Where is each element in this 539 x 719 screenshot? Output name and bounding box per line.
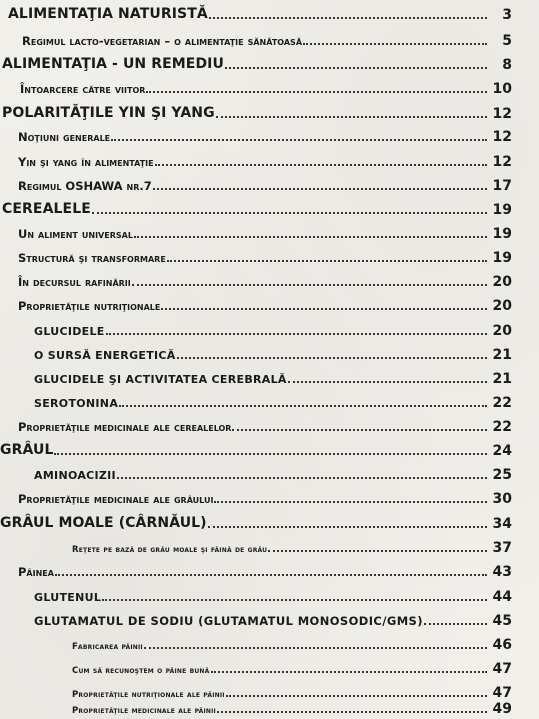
dot-leader: [111, 135, 487, 141]
toc-entry-page-number: 24: [492, 443, 512, 459]
toc-entry-title: CEREALELE: [2, 201, 91, 217]
toc-entry-page-number: 19: [492, 250, 512, 266]
toc-entry-page-number: 20: [492, 323, 512, 339]
toc-entry-title: Pâinea: [18, 564, 54, 579]
toc-entry[interactable]: [18, 294, 512, 314]
dot-leader: [119, 401, 487, 407]
toc-entry[interactable]: [0, 512, 512, 532]
toc-entry-title: GLUTAMATUL DE SODIU (GLUTAMATUL MONOSODIC/GMS): [34, 613, 423, 628]
dot-leader: [211, 667, 488, 673]
toc-entry-page-number: 8: [502, 57, 512, 73]
toc-entry-title: GRÂUL: [0, 442, 54, 458]
dot-leader: [146, 87, 487, 93]
toc-entry-page-number: 3: [502, 7, 512, 23]
toc-entry-page-number: 12: [492, 154, 512, 170]
toc-entry-title: GLUCIDELE: [34, 325, 105, 338]
toc-entry[interactable]: [20, 77, 512, 97]
toc-entry-title: Proprietăţile nutriţionale ale pâinii: [72, 689, 225, 700]
toc-entry-page-number: 47: [492, 661, 512, 677]
toc-entry[interactable]: [34, 319, 512, 339]
toc-entry-page-number: 19: [492, 226, 512, 242]
toc-entry-page-number: 19: [492, 202, 512, 218]
toc-entry-page-number: 34: [492, 516, 512, 532]
toc-entry[interactable]: [34, 609, 512, 629]
dot-leader: [132, 280, 487, 286]
toc-entry-title: Proprietăţile medicinale ale cerealelor: [18, 419, 232, 434]
toc-entry[interactable]: [18, 222, 512, 242]
dot-leader: [177, 353, 487, 359]
toc-entry-page-number: 30: [492, 491, 512, 507]
toc-entry-title: AMINOACIZII: [34, 469, 116, 482]
toc-entry-title: Întoarcere către viitor: [20, 81, 146, 96]
toc-entry-title: Proprietăţile nutriţionale: [18, 298, 161, 313]
toc-entry-page-number: 22: [492, 419, 512, 435]
toc-entry-page-number: 47: [492, 685, 512, 701]
toc-entry-title: GRÂUL MOALE (CÂRNĂUL): [0, 515, 207, 531]
toc-entry-page-number: 12: [492, 129, 512, 145]
toc-entry-title: Structură şi transformare: [18, 250, 166, 265]
dot-leader: [209, 13, 487, 19]
dot-leader: [303, 39, 487, 45]
toc-entry-title: Proprietăţile medicinale ale grâului: [18, 491, 214, 506]
toc-entry[interactable]: [18, 125, 512, 145]
toc-entry-title: Yin şi yang în alimentaţie: [18, 154, 154, 169]
dot-leader: [167, 256, 487, 262]
toc-entry[interactable]: [34, 391, 512, 411]
toc-entry-title: Fabricarea pâinii: [72, 641, 143, 652]
toc-entry-page-number: 46: [492, 637, 512, 653]
toc-entry-title: Cum să recunoştem o pâine bună: [72, 665, 210, 676]
toc-entry-title: Regimul OSHAWA nr.7: [18, 178, 152, 193]
toc-entry[interactable]: [18, 560, 512, 580]
toc-entry-title: Reţete pe bază de grâu moale şi făină de grâu: [72, 544, 268, 555]
dot-leader: [268, 546, 487, 552]
dot-leader: [232, 425, 487, 431]
toc-entry[interactable]: [72, 657, 512, 677]
toc-entry[interactable]: [18, 270, 512, 290]
toc-entry-title: SEROTONINA: [34, 397, 119, 410]
toc-entry[interactable]: [18, 415, 512, 435]
dot-leader: [134, 232, 487, 238]
toc-entry-page-number: 21: [492, 371, 512, 387]
toc-entry-page-number: 20: [492, 298, 512, 314]
toc-entry[interactable]: [34, 463, 512, 483]
toc-entry[interactable]: [18, 150, 512, 170]
toc-entry-page-number: 5: [502, 33, 512, 49]
toc-entry-title: ALIMENTAŢIA - UN REMEDIU: [2, 56, 224, 72]
toc-entry-title: În decursul rafinării: [18, 274, 131, 289]
dot-leader: [144, 643, 487, 649]
toc-entry[interactable]: [72, 633, 512, 653]
dot-leader: [288, 377, 487, 383]
dot-leader: [55, 570, 487, 576]
dot-leader: [216, 112, 487, 118]
dot-leader: [117, 473, 487, 479]
toc-entry-title: GLUTENUL: [34, 591, 102, 604]
toc-entry-title: Proprietăţile medicinale ale pâinii: [72, 705, 216, 716]
toc-entry[interactable]: [2, 102, 512, 122]
toc-entry-page-number: 21: [492, 347, 512, 363]
dot-leader: [155, 160, 487, 166]
toc-entry[interactable]: [2, 53, 512, 73]
toc-entry-title: POLARITĂŢILE YIN ŞI YANG: [2, 105, 215, 121]
toc-entry-title: ALIMENTAŢIA NATURISTĂ: [8, 6, 208, 22]
toc-entry-page-number: 49: [492, 701, 512, 717]
dot-leader: [424, 619, 487, 625]
dot-leader: [225, 63, 487, 69]
toc-entry[interactable]: [34, 585, 512, 605]
toc-entry[interactable]: [18, 246, 512, 266]
toc-entry-page-number: 10: [492, 81, 512, 97]
toc-entry[interactable]: [72, 697, 512, 717]
toc-entry[interactable]: [18, 487, 512, 507]
toc-entry-title: Regimul lacto-vegetarian – o alimentaţie sănătoasă: [22, 33, 303, 48]
toc-entry[interactable]: [18, 174, 512, 194]
dot-leader: [153, 184, 487, 190]
toc-entry-title: O SURSĂ ENERGETICĂ: [34, 349, 176, 362]
toc-entry[interactable]: [22, 29, 512, 49]
toc-entry-page-number: 37: [492, 540, 512, 556]
toc-entry-page-number: 25: [492, 467, 512, 483]
toc-entry-page-number: 22: [492, 395, 512, 411]
toc-entry-title: Noţiuni generale: [18, 129, 111, 144]
toc-entry[interactable]: [34, 343, 512, 363]
toc-entry-page-number: 45: [492, 613, 512, 629]
dot-leader: [208, 522, 487, 528]
toc-entry-title: Un aliment universal: [18, 226, 133, 241]
dot-leader: [92, 208, 487, 214]
toc-entry-page-number: 17: [492, 178, 512, 194]
toc-entry-title: GLUCIDELE ŞI ACTIVITATEA CEREBRALĂ: [34, 373, 287, 386]
dot-leader: [214, 497, 487, 503]
toc-entry-page-number: 20: [492, 274, 512, 290]
dot-leader: [102, 595, 487, 601]
toc-entry-page-number: 43: [492, 564, 512, 580]
dot-leader: [106, 329, 487, 335]
dot-leader: [54, 449, 487, 455]
toc-entry[interactable]: [8, 3, 512, 23]
dot-leader: [161, 304, 487, 310]
toc-entry-page-number: 44: [492, 589, 512, 605]
toc-entry[interactable]: [0, 439, 512, 459]
toc-entry-page-number: 12: [492, 106, 512, 122]
toc-entry[interactable]: [34, 367, 512, 387]
toc-entry[interactable]: [2, 198, 512, 218]
dot-leader: [217, 707, 487, 713]
toc-entry[interactable]: [72, 536, 512, 556]
